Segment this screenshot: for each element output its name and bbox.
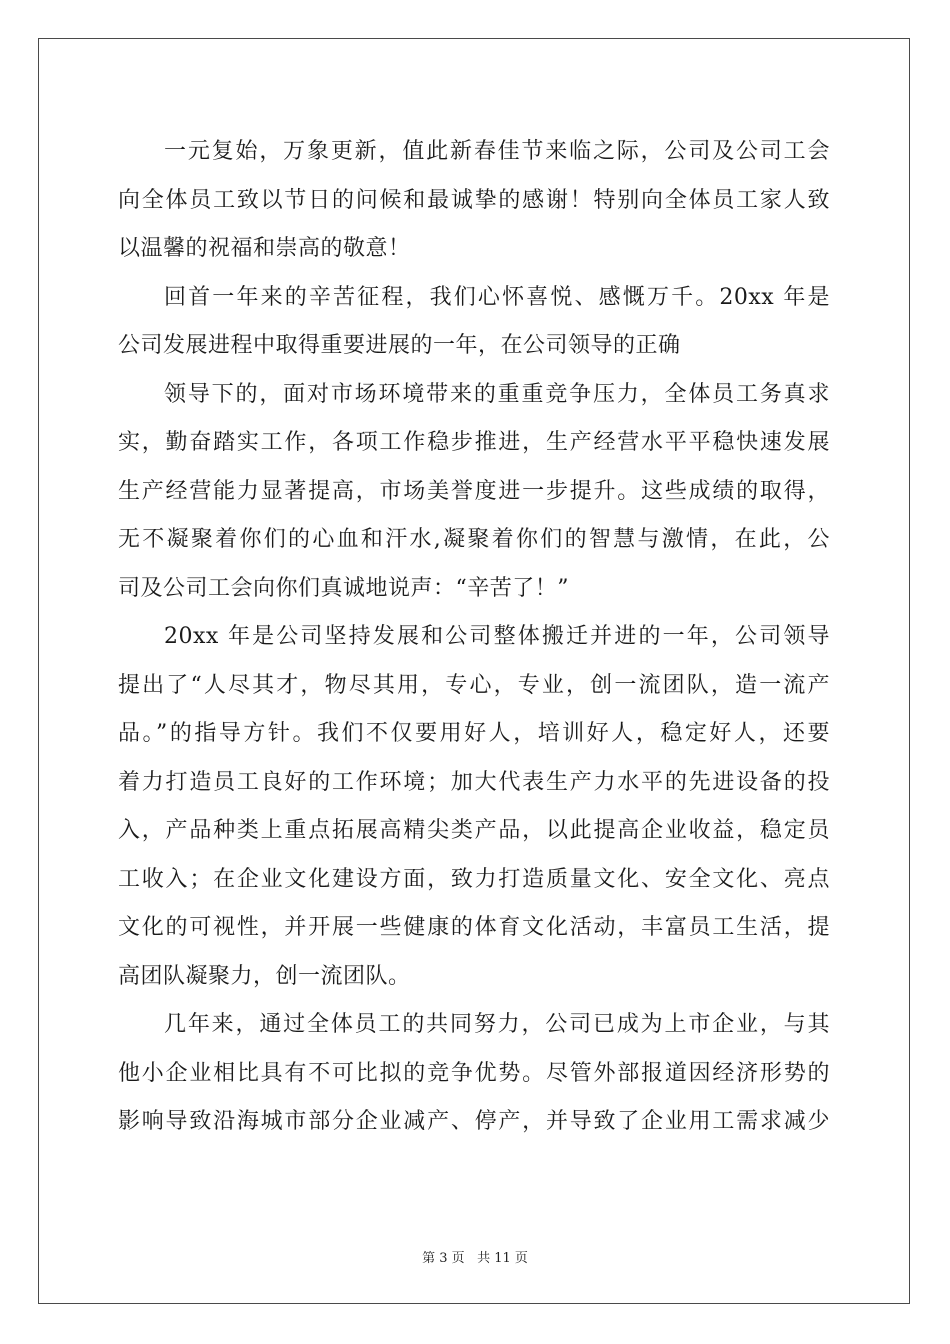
text-line: 公司发展进程中取得重要进展的一年，在公司领导的正确	[118, 333, 681, 358]
text-line: 实，勤奋踏实工作，各项工作稳步推进，生产经营水平平稳快速发展	[118, 430, 830, 455]
text-line: 一元复始，万象更新，值此新春佳节来临之际，公司及公司工会	[164, 139, 830, 164]
text-line: 以温馨的祝福和崇高的敬意！	[118, 236, 411, 261]
footer-separator	[465, 1251, 477, 1266]
text-line: 提出了“人尽其才，物尽其用，专心，专业，创一流团队，造一流产	[118, 672, 830, 698]
page-footer	[0, 1247, 950, 1266]
text-line: 入，产品种类上重点拓展高精尖类产品，以此提高企业收益，稳定员	[118, 818, 830, 843]
text-line: 影响导致沿海城市部分企业减产、停产，并导致了企业用工需求减少	[118, 1109, 830, 1134]
text-line: 高团队凝聚力，创一流团队。	[118, 963, 411, 989]
text-line: 生产经营能力显著提高，市场美誉度进一步提升。这些成绩的取得，	[118, 478, 830, 504]
page-total: 共 11 页	[477, 1251, 528, 1266]
text-line: 几年来，通过全体员工的共同努力，公司已成为上市企业，与其	[164, 1012, 830, 1037]
text-line: 20xx 年是公司坚持发展和公司整体搬迁并进的一年，公司领导	[164, 624, 830, 649]
text-line: 品。”的指导方针。我们不仅要用好人，培训好人，稳定好人，还要	[118, 721, 830, 746]
text-line: 回首一年来的辛苦征程，我们心怀喜悦、感慨万千。20xx 年是	[164, 284, 830, 310]
text-line: 着力打造员工良好的工作环境；加大代表生产力水平的先进设备的投	[118, 769, 830, 795]
text-line: 他小企业相比具有不可比拟的竞争优势。尽管外部报道因经济形势的	[118, 1060, 830, 1086]
page-number: 第 3 页	[422, 1251, 465, 1266]
text-line: 文化的可视性，并开展一些健康的体育文化活动，丰富员工生活，提	[118, 915, 830, 940]
text-line: 工收入；在企业文化建设方面，致力打造质量文化、安全文化、亮点	[118, 866, 830, 892]
document-body	[118, 128, 830, 1147]
text-line: 无不凝聚着你们的心血和汗水,凝聚着你们的智慧与激情，在此，公	[118, 527, 830, 552]
text-line: 司及公司工会向你们真诚地说声：“辛苦了！”	[118, 575, 569, 601]
text-line: 向全体员工致以节日的问候和最诚挚的感谢！特别向全体员工家人致	[118, 187, 830, 213]
text-line: 领导下的，面对市场环境带来的重重竞争压力，全体员工务真求	[164, 381, 830, 407]
